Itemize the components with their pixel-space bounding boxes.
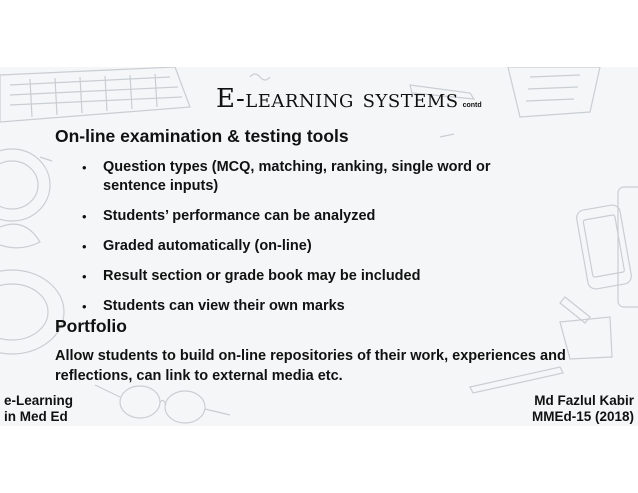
list-item bbox=[82, 207, 552, 226]
footer-author-program: MMEd-15 (2018) bbox=[531, 409, 634, 424]
notebook-doodle bbox=[508, 67, 600, 117]
footer-author-name: Md Fazlul Kabir bbox=[534, 393, 634, 408]
list-item-text: Question types (MCQ, matching, ranking, single word or sentence inputs) bbox=[103, 159, 491, 194]
list-item-text: Students can view their own marks bbox=[103, 298, 345, 314]
list-item-text: Result section or grade book may be included bbox=[103, 268, 421, 284]
tablet-doodle bbox=[618, 187, 638, 307]
portfolio-description: Allow students to build on-line repositories of their work, experiences and reflections, can link to external media etc. bbox=[55, 348, 566, 384]
slide-title: E-learning systems bbox=[216, 84, 459, 114]
list-item-text: Graded automatically (on-line) bbox=[103, 238, 312, 254]
footer-left bbox=[4, 393, 73, 425]
section-heading-portfolio: Portfolio bbox=[55, 316, 127, 336]
list-item-text: Students’ performance can be analyzed bbox=[103, 208, 376, 224]
list-item bbox=[82, 297, 552, 316]
section-heading-online-exam: On-line examination & testing tools bbox=[55, 126, 349, 146]
bullet-glyph: • bbox=[82, 299, 87, 314]
phone-doodle bbox=[575, 204, 632, 290]
plate-doodle bbox=[0, 270, 64, 354]
list-item bbox=[82, 158, 552, 196]
leaf-doodle bbox=[0, 224, 40, 248]
slide-title-group bbox=[216, 84, 482, 114]
bullet-glyph: • bbox=[82, 269, 87, 284]
list-item bbox=[82, 237, 552, 256]
list-item bbox=[82, 267, 552, 286]
keyboard-doodle bbox=[0, 67, 190, 122]
glasses-doodle bbox=[95, 385, 230, 423]
bullet-glyph: • bbox=[82, 239, 87, 254]
footer-left-line-1: e-Learning bbox=[4, 393, 74, 408]
bullet-glyph: • bbox=[82, 160, 87, 175]
cup-doodle bbox=[0, 149, 50, 221]
bullet-list-exam-tools bbox=[82, 158, 552, 327]
slide-title-suffix: contd bbox=[462, 102, 482, 109]
bullet-glyph: • bbox=[82, 209, 87, 224]
footer-right bbox=[532, 393, 634, 425]
footer-left-line-2: in Med Ed bbox=[4, 409, 68, 424]
